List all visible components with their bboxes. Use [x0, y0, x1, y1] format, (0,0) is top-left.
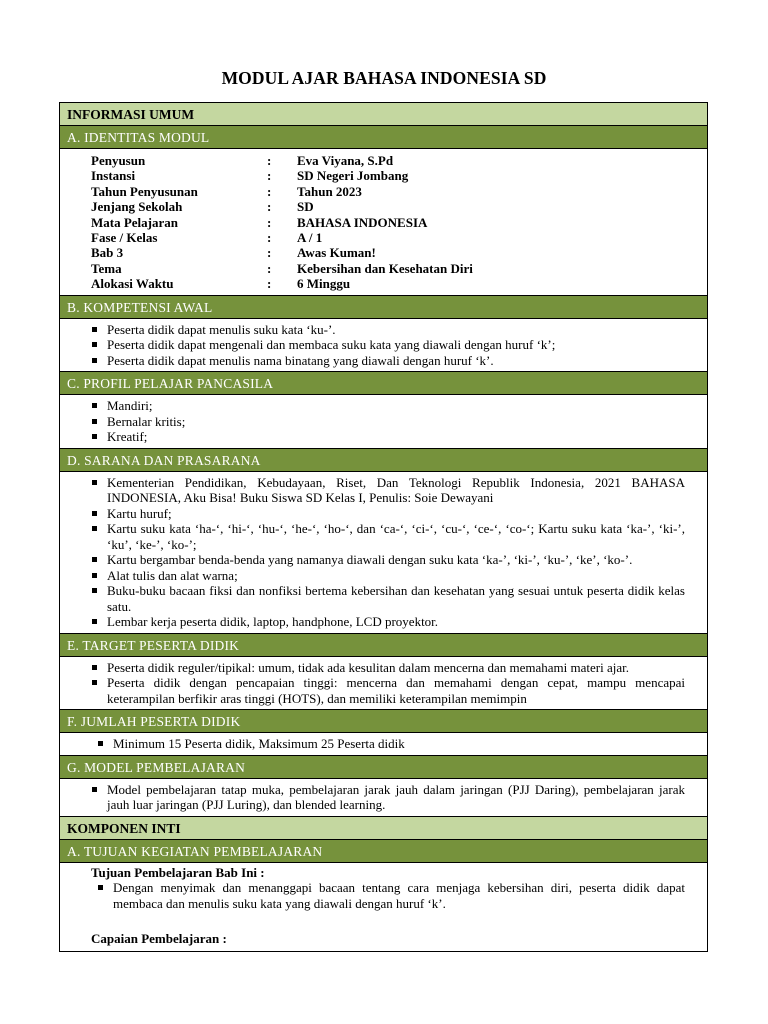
identity-row-tahun — [91, 184, 707, 199]
identity-value: Kebersihan dan Kesehatan Diri — [297, 260, 473, 276]
identity-row-penyusun — [91, 153, 707, 168]
identity-colon: : — [267, 229, 272, 245]
list-item: Peserta didik dapat mengenali dan membaca suku kata yang diawali dengan huruf ‘k’; — [107, 337, 685, 353]
identity-label: Alokasi Waktu — [91, 276, 174, 292]
identity-label: Bab 3 — [91, 245, 124, 261]
section-header-tujuan-kegiatan: A. TUJUAN KEGIATAN PEMBELAJARAN — [60, 840, 707, 863]
identity-row-jenjang — [91, 199, 707, 214]
list-item: Minimum 15 Peserta didik, Maksimum 25 Peserta didik — [113, 736, 685, 752]
list-item: Buku-buku bacaan fiksi dan nonfiksi bertema kebersihan dan kesehatan yang sesuai untuk peserta didik kelas satu. — [107, 583, 685, 614]
list-item: Kartu huruf; — [107, 506, 685, 522]
subheading-tujuan-bab: Tujuan Pembelajaran Bab Ini : — [91, 864, 265, 880]
identity-label: Fase / Kelas — [91, 229, 158, 245]
list-item: Bernalar kritis; — [107, 414, 685, 430]
list-item: Kartu suku kata ‘ha-‘, ‘hi-‘, ‘hu-‘, ‘he-‘, ‘ho-‘, dan ‘ca-‘, ‘ci-‘, ‘cu-‘, ‘ce-‘, ‘co-‘; Kartu suku kata ‘ka-’, ‘ki-’, ‘ku’, ‘ke-’, ‘ko-’; — [107, 521, 685, 552]
identity-value: BAHASA INDONESIA — [297, 214, 428, 230]
identity-colon: : — [267, 183, 272, 199]
identity-row-mapel — [91, 215, 707, 230]
list-item: Peserta didik reguler/tipikal: umum, tidak ada kesulitan dalam mencerna dan memahami materi ajar. — [107, 660, 685, 676]
section-header-sarana-prasarana: D. SARANA DAN PRASARANA — [60, 449, 707, 472]
identity-colon: : — [267, 168, 272, 184]
identity-colon: : — [267, 260, 272, 276]
section-header-identitas-modul: A. IDENTITAS MODUL — [60, 126, 707, 149]
sarana-prasarana-content — [60, 472, 707, 634]
list-item: Kreatif; — [107, 429, 685, 445]
list-item: Alat tulis dan alat warna; — [107, 568, 685, 584]
identity-value: SD — [297, 199, 314, 215]
identity-row-alokasi — [91, 276, 707, 291]
section-header-profil-pelajar: C. PROFIL PELAJAR PANCASILA — [60, 372, 707, 395]
tujuan-kegiatan-content — [60, 863, 707, 952]
identity-label: Tema — [91, 260, 122, 276]
subheading-capaian: Capaian Pembelajaran : — [91, 931, 227, 947]
model-pembelajaran-content — [60, 779, 707, 817]
kompetensi-awal-content — [60, 319, 707, 373]
identity-colon: : — [267, 214, 272, 230]
list-item: Lembar kerja peserta didik, laptop, handphone, LCD proyektor. — [107, 614, 685, 630]
list-item: Peserta didik dapat menulis suku kata ‘ku-’. — [107, 322, 685, 338]
list-item: Kementerian Pendidikan, Kebudayaan, Riset, Dan Teknologi Republik Indonesia, 2021 BAHASA INDONESIA, Aku Bisa! Buku Siswa SD Kelas I, Penulis: Soie Dewayani — [107, 474, 685, 506]
identity-label: Penyusun — [91, 153, 146, 168]
identity-value: A / 1 — [297, 229, 323, 245]
identity-colon: : — [267, 199, 272, 215]
page-title: MODUL AJAR BAHASA INDONESIA SD — [221, 68, 547, 88]
section-header-jumlah-peserta: F. JUMLAH PESERTA DIDIK — [60, 710, 707, 733]
identity-colon: : — [267, 245, 272, 261]
list-item: Model pembelajaran tatap muka, pembelajaran jarak jauh dalam jaringan (PJJ Daring), pembelajaran jarak jauh luar jaringan (PJJ Luring), dan blended learning. — [107, 781, 685, 813]
identity-row-bab — [91, 245, 707, 260]
list-item: Peserta didik dengan pencapaian tinggi: mencerna dan memahami dengan cepat, mampu mencapai keterampilan berfikir aras tinggi (HOTS), dan memiliki keterampilan memimpin — [107, 675, 685, 706]
identity-value: Awas Kuman! — [297, 245, 376, 261]
identity-table — [60, 149, 707, 296]
section-header-model-pembelajaran: G. MODEL PEMBELAJARAN — [60, 756, 707, 779]
identity-label: Jenjang Sekolah — [91, 199, 183, 215]
list-item: Peserta didik dapat menulis nama binatang yang diawali dengan huruf ‘k’. — [107, 353, 685, 369]
identity-label: Tahun Penyusunan — [91, 183, 198, 199]
section-header-target-peserta: E. TARGET PESERTA DIDIK — [60, 634, 707, 657]
identity-label: Instansi — [91, 168, 136, 184]
section-header-kompetensi-awal: B. KOMPETENSI AWAL — [60, 296, 707, 319]
target-peserta-content — [60, 657, 707, 711]
list-item: Dengan menyimak dan menanggapi bacaan tentang cara menjaga kebersihan diri, peserta didik dapat membaca dan menulis suku kata yang diawali dengan huruf ‘k’. — [113, 880, 685, 911]
identity-value: Tahun 2023 — [297, 183, 362, 199]
section-header-informasi-umum: INFORMASI UMUM — [60, 103, 707, 126]
identity-row-fase — [91, 230, 707, 245]
section-header-komponen-inti: KOMPONEN INTI — [60, 817, 707, 840]
identity-value: Eva Viyana, S.Pd — [297, 153, 394, 168]
module-document — [59, 102, 708, 952]
identity-label: Mata Pelajaran — [91, 214, 179, 230]
list-item: Kartu bergambar benda-benda yang namanya diawali dengan suku kata ‘ka-’, ‘ki-’, ‘ku-’, ‘ke’, ‘ko-’. — [107, 552, 685, 568]
profil-pelajar-content — [60, 395, 707, 449]
identity-colon: : — [267, 276, 272, 292]
identity-value: 6 Minggu — [297, 276, 351, 292]
identity-row-tema — [91, 261, 707, 276]
jumlah-peserta-content — [60, 733, 707, 756]
list-item: Mandiri; — [107, 398, 685, 414]
identity-colon: : — [267, 153, 272, 168]
identity-row-instansi — [91, 168, 707, 183]
identity-value: SD Negeri Jombang — [297, 168, 409, 184]
